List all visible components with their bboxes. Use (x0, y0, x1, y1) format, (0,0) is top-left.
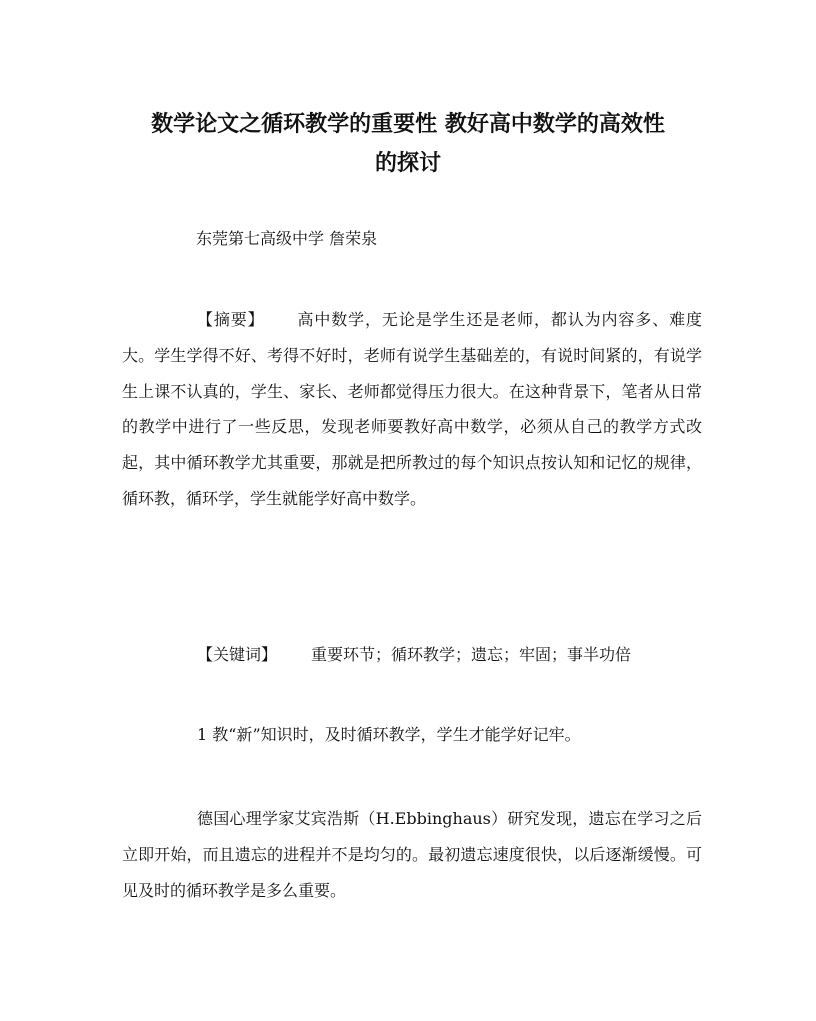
keywords-text: 重要环节；循环教学；遗忘；牢固；事半功倍 (311, 645, 632, 664)
section-1-paragraph: 德国心理学家艾宾浩斯（H.Ebbinghaus）研究发现，遗忘在学习之后立即开始，而且遗忘的进程并不是均匀的。最初遗忘速度很快，以后逐渐缓慢。可见及时的循环教学是多么重要。 (122, 809, 702, 900)
abstract-label: 【摘要】 (197, 310, 265, 329)
abstract-paragraph (122, 302, 702, 517)
keywords-paragraph (122, 637, 702, 673)
document-title-line2: 的探讨 (374, 150, 441, 176)
document-title-line1: 数学论文之循环教学的重要性 教好高中数学的高效性 (151, 111, 665, 137)
author-line: 东莞第七高级中学 詹荣泉 (196, 229, 378, 248)
section-1-heading: 1 教“新”知识时，及时循环教学，学生才能学好记牢。 (197, 725, 581, 744)
keywords-label: 【关键词】 (197, 645, 278, 664)
abstract-text: 高中数学，无论是学生还是老师，都认为内容多、难度大。学生学得不好、考得不好时，老师有说学生基础差的，有说时间紧的，有说学生上课不认真的，学生、家长、老师都觉得压力很大。在这种背景下，笔者从日常的教学中进行了一些反思，发现老师要教好高中数学，必须从自己的教学方式改起，其中循环教学尤其重要，那就是把所教过的每个知识点按认知和记忆的规律，循环教，循环学，学生就能学好高中数学。 (122, 310, 702, 508)
